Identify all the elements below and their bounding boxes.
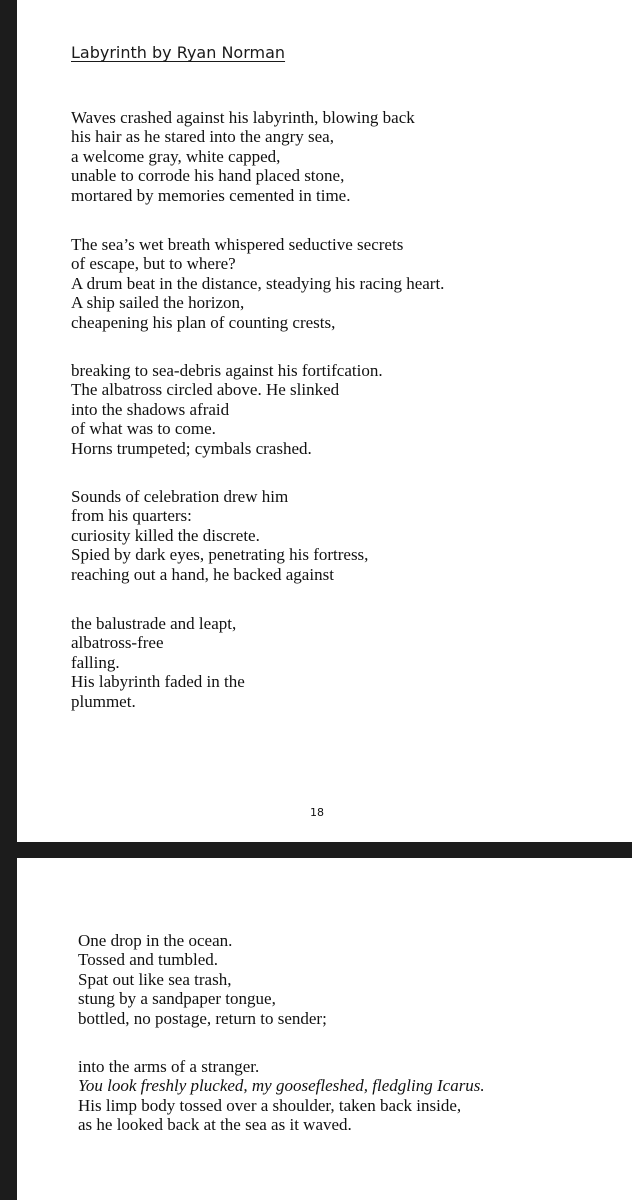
poem-line: into the arms of a stranger. [78,1057,260,1076]
poem-line: The albatross circled above. He slinked [71,380,340,400]
document-page-18 [17,0,632,842]
poem-line: cheapening his plan of counting crests, [71,312,336,332]
poem-line: albatross-free [71,633,164,653]
stanza-2 [71,235,444,332]
poem-line: Spat out like sea trash, [78,969,232,989]
poem-line: a welcome gray, white capped, [71,146,281,166]
poem-line: mortared by memories cemented in time. [71,185,351,205]
poem-line: Waves crashed against his labyrinth, blowing back [71,108,415,127]
poem-line: falling. [71,652,120,672]
poem-line-italic: You look freshly plucked, my goosefleshed, fledgling Icarus. [78,1076,485,1096]
page-number: 18 [310,806,324,819]
stanza-7 [78,1057,485,1135]
poem-line: A ship sailed the horizon, [71,293,245,313]
poem-line: His labyrinth faded in the [71,672,245,692]
stanza-6 [78,931,327,1028]
stanza-5 [71,614,245,711]
poem-line: breaking to sea-debris against his fortifcation. [71,361,383,380]
poem-line: Sounds of celebration drew him [71,487,289,506]
poem-line: reaching out a hand, he backed against [71,564,334,584]
poem-line: stung by a sandpaper tongue, [78,989,276,1009]
poem-line: of what was to come. [71,419,216,439]
poem-line: unable to corrode his hand placed stone, [71,166,345,186]
poem-line: curiosity killed the discrete. [71,525,260,545]
document-page-19 [17,858,632,1200]
poem-line: as he looked back at the sea as it waved. [78,1115,352,1135]
stanza-4 [71,487,368,584]
poem-line: plummet. [71,691,136,711]
poem-line: One drop in the ocean. [78,931,233,950]
poem-line: from his quarters: [71,506,192,526]
stanza-1 [71,108,415,205]
poem-line: into the shadows afraid [71,399,230,419]
stanza-3 [71,361,383,458]
poem-line: Tossed and tumbled. [78,950,218,970]
poem-line: Horns trumpeted; cymbals crashed. [71,438,312,458]
poem-line: Spied by dark eyes, penetrating his fortress, [71,545,369,565]
poem-line: His limp body tossed over a shoulder, taken back inside, [78,1095,462,1115]
poem-line: The sea’s wet breath whispered seductive secrets [71,235,404,254]
poem-line: A drum beat in the distance, steadying his racing heart. [71,273,445,293]
poem-title: Labyrinth by Ryan Norman [71,43,286,62]
poem-line: bottled, no postage, return to sender; [78,1008,327,1028]
poem-line: of escape, but to where? [71,254,236,274]
poem-line: the balustrade and leapt, [71,614,237,633]
poem-line: his hair as he stared into the angry sea, [71,127,334,147]
